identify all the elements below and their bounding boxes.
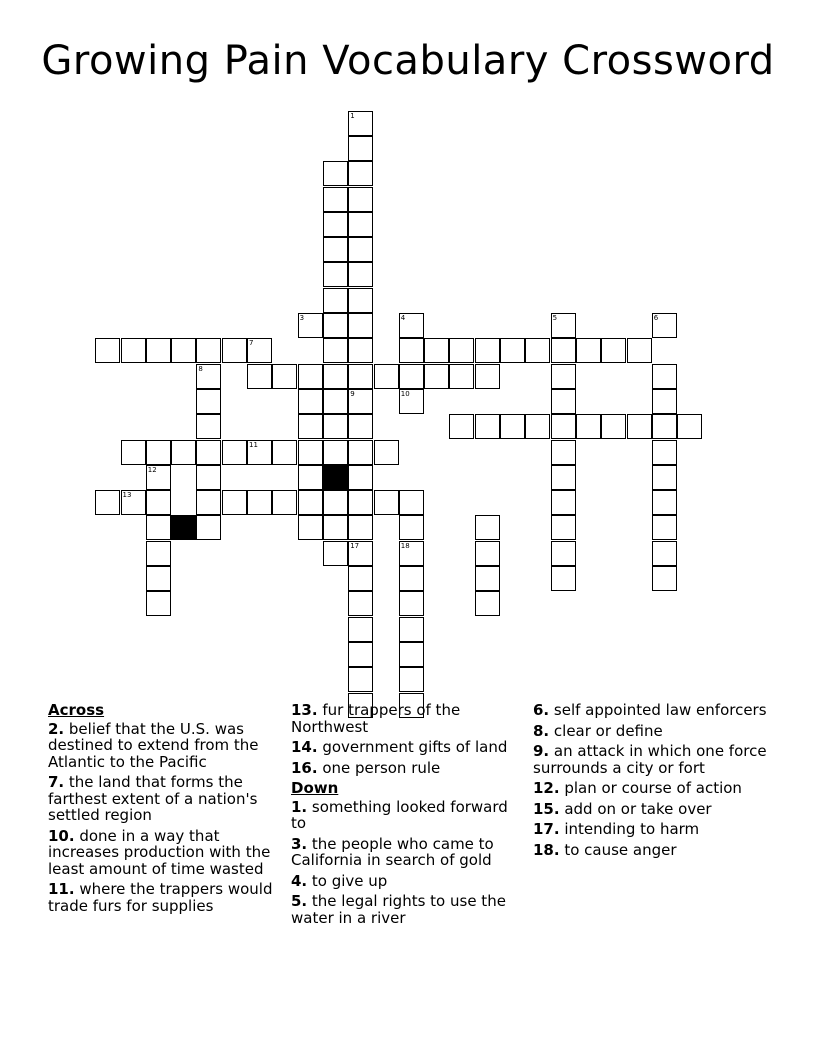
- clue-number: 6: [653, 314, 659, 322]
- down-clue-list-continued: [533, 702, 773, 858]
- clue-item-number: 17.: [533, 820, 560, 838]
- clue-number: 17: [350, 541, 360, 550]
- clue-item: [291, 893, 527, 926]
- crossword-cell[interactable]: [424, 364, 449, 389]
- crossword-cell[interactable]: [525, 338, 550, 363]
- crossword-cell[interactable]: [551, 541, 576, 566]
- crossword-cell[interactable]: [551, 490, 576, 515]
- clue-item-text: to give up: [307, 871, 388, 890]
- crossword-cell[interactable]: [475, 566, 500, 591]
- crossword-cell[interactable]: [374, 490, 399, 515]
- clue-item: [291, 836, 527, 869]
- clue-number: 1: [350, 111, 355, 120]
- crossword-cell[interactable]: [323, 187, 348, 212]
- crossword-cell[interactable]: [298, 490, 323, 515]
- crossword-cell[interactable]: [323, 212, 348, 237]
- clue-item-text: fur trappers of the Northwest: [291, 701, 461, 736]
- crossword-cell[interactable]: [576, 338, 601, 363]
- clue-item-number: 10.: [48, 826, 75, 845]
- crossword-cell[interactable]: [95, 338, 120, 363]
- crossword-block: [323, 465, 348, 490]
- clue-number: 11: [249, 440, 258, 449]
- crossword-cell[interactable]: [146, 591, 171, 616]
- crossword-cell[interactable]: [348, 490, 373, 515]
- down-clue-list: [291, 799, 527, 927]
- crossword-cell[interactable]: [449, 338, 474, 363]
- clue-item-number: 11.: [48, 880, 75, 898]
- clues-column-3: [533, 702, 773, 862]
- clue-number: 7: [249, 339, 254, 348]
- crossword-cell[interactable]: [348, 288, 373, 313]
- page-title: Growing Pain Vocabulary Crossword: [41, 38, 775, 84]
- crossword-cell[interactable]: [551, 389, 576, 414]
- crossword-cell[interactable]: [95, 490, 120, 515]
- crossword-cell[interactable]: [196, 364, 221, 389]
- crossword-cell[interactable]: [627, 414, 652, 439]
- clue-number: 4: [400, 314, 406, 322]
- crossword-cell[interactable]: [348, 465, 373, 490]
- crossword-cell[interactable]: [348, 262, 373, 287]
- crossword-cell[interactable]: [525, 414, 550, 439]
- crossword-cell[interactable]: [222, 440, 247, 465]
- crossword-cell[interactable]: [475, 541, 500, 566]
- crossword-cell[interactable]: [551, 465, 576, 490]
- crossword-cell[interactable]: [475, 338, 500, 363]
- crossword-cell[interactable]: [323, 288, 348, 313]
- crossword-cell[interactable]: [323, 364, 348, 389]
- clue-item: [533, 780, 773, 797]
- clue-item-number: 14.: [291, 738, 318, 756]
- crossword-cell[interactable]: [500, 338, 525, 363]
- clue-item-text: the legal rights to use the water in a river: [291, 892, 506, 927]
- crossword-cell[interactable]: [374, 440, 399, 465]
- crossword-cell[interactable]: [247, 364, 272, 389]
- clue-item-text: done in a way that increases production with the least amount of time wasted: [48, 826, 271, 878]
- clue-item-text: the land that forms the farthest extent of a nation's settled region: [48, 773, 258, 824]
- crossword-cell[interactable]: [601, 338, 626, 363]
- crossword-cell[interactable]: [323, 161, 348, 186]
- crossword-cell[interactable]: [196, 440, 221, 465]
- clue-item: [291, 702, 527, 735]
- crossword-cell[interactable]: [500, 414, 525, 439]
- clue-item-number: 3.: [291, 834, 308, 853]
- crossword-cell[interactable]: [348, 566, 373, 591]
- across-clue-list: [48, 721, 286, 915]
- clue-item: [48, 774, 286, 824]
- clue-item: [533, 801, 773, 818]
- crossword-cell[interactable]: [196, 389, 221, 414]
- crossword-cell[interactable]: [652, 364, 677, 389]
- crossword-cell[interactable]: [551, 515, 576, 540]
- crossword-cell[interactable]: [323, 515, 348, 540]
- crossword-cell[interactable]: [399, 490, 424, 515]
- clues-column-1: [48, 702, 286, 918]
- crossword-cell[interactable]: [121, 490, 146, 515]
- crossword-cell[interactable]: [196, 338, 221, 363]
- crossword-cell[interactable]: [272, 364, 297, 389]
- crossword-cell[interactable]: [323, 338, 348, 363]
- crossword-cell[interactable]: [399, 566, 424, 591]
- crossword-cell[interactable]: [399, 617, 424, 642]
- clue-item-number: 1.: [291, 797, 308, 816]
- crossword-cell[interactable]: [551, 440, 576, 465]
- crossword-cell[interactable]: [298, 389, 323, 414]
- clue-item: [291, 739, 527, 756]
- clue-number: 13: [122, 491, 132, 500]
- clue-item-number: 5.: [291, 892, 308, 910]
- crossword-cell[interactable]: [146, 541, 171, 566]
- crossword-cell[interactable]: [121, 338, 146, 363]
- clue-number: 18: [400, 541, 410, 550]
- clue-item-text: to cause anger: [559, 840, 677, 859]
- crossword-cell[interactable]: [298, 313, 323, 338]
- crossword-cell[interactable]: [272, 490, 297, 515]
- clue-item-text: an attack in which one force surrounds a city or fort: [533, 742, 767, 777]
- crossword-cell[interactable]: [348, 617, 373, 642]
- across-heading: Across: [48, 701, 105, 719]
- clue-item-text: self appointed law enforcers: [549, 701, 767, 719]
- clue-item: [291, 799, 527, 832]
- crossword-cell[interactable]: [551, 566, 576, 591]
- crossword-cell[interactable]: [298, 440, 323, 465]
- crossword-cell[interactable]: [652, 389, 677, 414]
- clue-item-text: belief that the U.S. was destined to extend from the Atlantic to the Pacific: [48, 719, 259, 771]
- clue-number: 3: [299, 314, 305, 322]
- crossword-cell[interactable]: [146, 465, 171, 490]
- crossword-cell[interactable]: [348, 591, 373, 616]
- clue-item-number: 6.: [533, 701, 550, 719]
- crossword-cell[interactable]: [348, 389, 373, 414]
- crossword-cell[interactable]: [196, 414, 221, 439]
- crossword-cell[interactable]: [475, 591, 500, 616]
- crossword-cell[interactable]: [652, 566, 677, 591]
- crossword-cell[interactable]: [323, 237, 348, 262]
- crossword-cell[interactable]: [323, 313, 348, 338]
- crossword-cell[interactable]: [449, 414, 474, 439]
- clue-item-number: 16.: [291, 758, 318, 777]
- crossword-cell[interactable]: [121, 440, 146, 465]
- crossword-cell[interactable]: [323, 262, 348, 287]
- clue-item-text: where the trappers would trade furs for supplies: [48, 880, 273, 915]
- clue-item-text: something looked forward to: [291, 797, 508, 832]
- crossword-cell[interactable]: [652, 541, 677, 566]
- crossword-cell[interactable]: [551, 313, 576, 338]
- clue-item-number: 9.: [533, 742, 550, 760]
- clue-item-number: 13.: [291, 701, 318, 719]
- crossword-cell[interactable]: [551, 364, 576, 389]
- crossword-cell[interactable]: [323, 389, 348, 414]
- crossword-cell[interactable]: [652, 465, 677, 490]
- clue-item-text: intending to harm: [559, 820, 700, 838]
- clue-item-number: 15.: [533, 799, 560, 818]
- clue-item: [291, 873, 527, 890]
- clue-item-text: plan or course of action: [559, 779, 742, 797]
- crossword-cell[interactable]: [146, 490, 171, 515]
- crossword-cell[interactable]: [348, 440, 373, 465]
- crossword-cell[interactable]: [399, 667, 424, 692]
- crossword-cell[interactable]: [348, 187, 373, 212]
- crossword-cell[interactable]: [146, 338, 171, 363]
- clue-item-text: one person rule: [317, 758, 441, 777]
- crossword-cell[interactable]: [399, 591, 424, 616]
- clue-item: [533, 821, 773, 838]
- clue-item: [533, 702, 773, 719]
- crossword-cell[interactable]: [374, 364, 399, 389]
- crossword-cell[interactable]: [247, 338, 272, 363]
- crossword-cell[interactable]: [449, 364, 474, 389]
- crossword-cell[interactable]: [348, 541, 373, 566]
- clue-item-number: 18.: [533, 840, 560, 859]
- crossword-cell[interactable]: [475, 515, 500, 540]
- crossword-cell[interactable]: [323, 440, 348, 465]
- crossword-cell[interactable]: [399, 364, 424, 389]
- clue-item-number: 7.: [48, 773, 65, 791]
- crossword-cell[interactable]: [298, 414, 323, 439]
- clue-item-text: the people who came to California in search of gold: [291, 834, 494, 869]
- clue-item: [48, 721, 286, 771]
- crossword-cell[interactable]: [348, 136, 373, 161]
- crossword-cell[interactable]: [399, 389, 424, 414]
- crossword-cell[interactable]: [576, 414, 601, 439]
- clue-item-number: 8.: [533, 721, 550, 740]
- crossword-cell[interactable]: [222, 490, 247, 515]
- clue-number: 8: [198, 364, 203, 373]
- crossword-cell[interactable]: [348, 515, 373, 540]
- crossword-cell[interactable]: [146, 515, 171, 540]
- clue-item-text: clear or define: [549, 721, 663, 740]
- crossword-cell[interactable]: [247, 440, 272, 465]
- crossword-cell[interactable]: [323, 414, 348, 439]
- clue-item-number: 12.: [533, 779, 560, 797]
- crossword-cell[interactable]: [348, 364, 373, 389]
- crossword-cell[interactable]: [652, 313, 677, 338]
- crossword-cell[interactable]: [348, 642, 373, 667]
- crossword-cell[interactable]: [677, 414, 702, 439]
- crossword-cell[interactable]: [196, 515, 221, 540]
- crossword-cell[interactable]: [298, 364, 323, 389]
- crossword-cell[interactable]: [399, 313, 424, 338]
- clue-number: 12: [147, 465, 157, 474]
- crossword-cell[interactable]: [298, 465, 323, 490]
- crossword-cell[interactable]: [348, 414, 373, 439]
- clues-column-2: [291, 702, 527, 930]
- crossword-cell[interactable]: [652, 440, 677, 465]
- clue-item-text: government gifts of land: [317, 738, 508, 756]
- crossword-cell[interactable]: [601, 414, 626, 439]
- crossword-cell[interactable]: [196, 490, 221, 515]
- crossword-cell[interactable]: [348, 338, 373, 363]
- crossword-cell[interactable]: [652, 414, 677, 439]
- across-clue-list-continued: [291, 702, 527, 776]
- crossword-cell[interactable]: [399, 642, 424, 667]
- crossword-cell[interactable]: [652, 490, 677, 515]
- clue-item-number: 4.: [291, 871, 308, 890]
- clue-number: 9: [350, 389, 355, 398]
- crossword-cell[interactable]: [171, 338, 196, 363]
- crossword-cell[interactable]: [348, 161, 373, 186]
- crossword-cell[interactable]: [323, 541, 348, 566]
- crossword-cell[interactable]: [348, 212, 373, 237]
- crossword-cell[interactable]: [146, 566, 171, 591]
- crossword-cell[interactable]: [551, 414, 576, 439]
- crossword-cell[interactable]: [348, 667, 373, 692]
- crossword-cell[interactable]: [348, 237, 373, 262]
- crossword-cell[interactable]: [627, 338, 652, 363]
- crossword-cell[interactable]: [475, 414, 500, 439]
- clue-item: [48, 881, 286, 914]
- clue-number: 10: [400, 389, 410, 398]
- crossword-cell[interactable]: [424, 338, 449, 363]
- clue-item: [48, 828, 286, 878]
- crossword-cell[interactable]: [298, 515, 323, 540]
- clue-item-text: add on or take over: [559, 799, 712, 818]
- crossword-cell[interactable]: [475, 364, 500, 389]
- crossword-cell[interactable]: [196, 465, 221, 490]
- crossword-cell[interactable]: [652, 515, 677, 540]
- crossword-cell[interactable]: [323, 490, 348, 515]
- clue-item-number: 2.: [48, 719, 65, 738]
- crossword-cell[interactable]: [348, 111, 373, 136]
- crossword-cell[interactable]: [171, 440, 196, 465]
- clue-item: [291, 760, 527, 777]
- clue-item: [533, 723, 773, 740]
- crossword-cell[interactable]: [348, 313, 373, 338]
- clue-number: 5: [552, 314, 558, 322]
- clue-item: [533, 743, 773, 776]
- crossword-cell[interactable]: [399, 541, 424, 566]
- crossword-cell[interactable]: [272, 440, 297, 465]
- crossword-block: [171, 515, 196, 540]
- crossword-cell[interactable]: [551, 338, 576, 363]
- crossword-cell[interactable]: [146, 440, 171, 465]
- crossword-cell[interactable]: [399, 515, 424, 540]
- crossword-cell[interactable]: [222, 338, 247, 363]
- down-heading: Down: [291, 779, 339, 797]
- crossword-cell[interactable]: [247, 490, 272, 515]
- crossword-cell[interactable]: [399, 338, 424, 363]
- clue-item: [533, 842, 773, 859]
